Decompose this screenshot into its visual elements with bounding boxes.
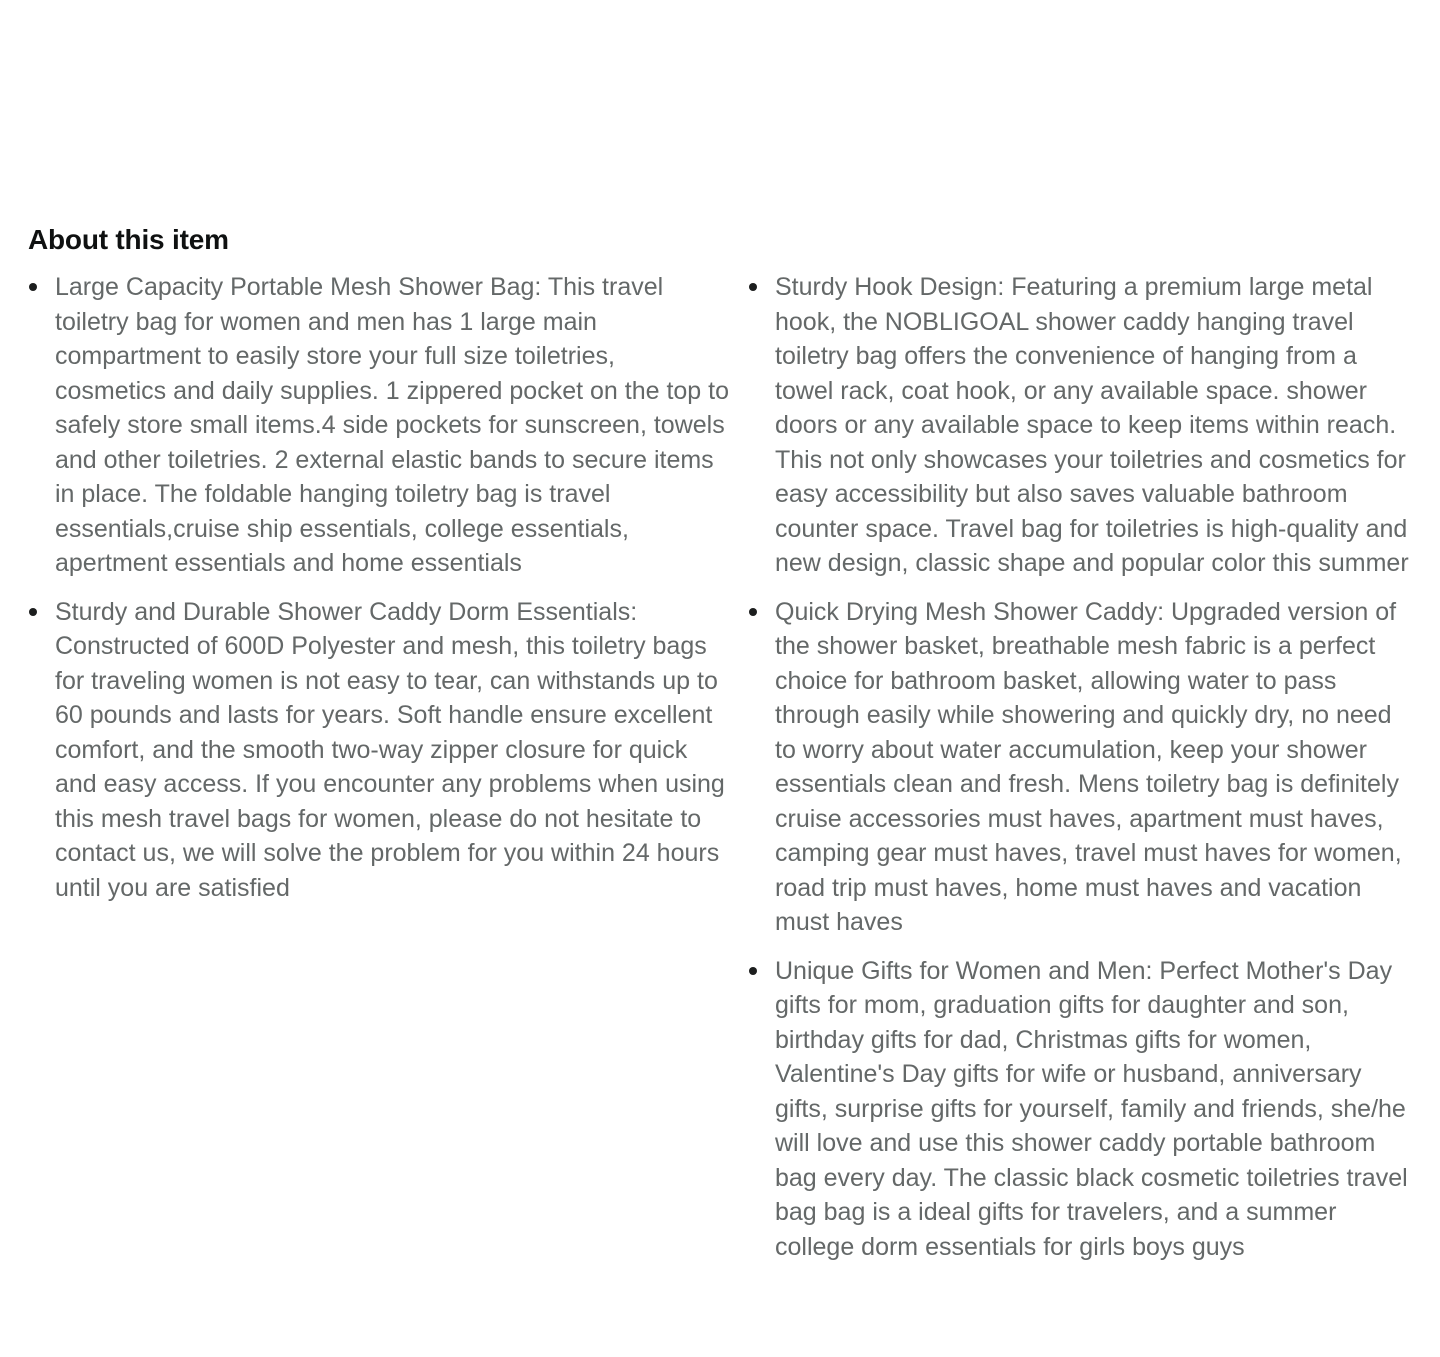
- bullet-column-right: [748, 270, 1412, 1264]
- feature-bullet: [748, 595, 1412, 940]
- bullet-text: Large Capacity Portable Mesh Shower Bag: This travel toiletry bag for women and men has 1 large main compartment to easily store your full size toiletries, cosmetics and daily supplies. 1 zippered pocket on the top to safely store small items.4 side pockets for sunscreen, towels and other toiletries. 2 external elastic bands to secure items in place. The foldable hanging toiletry bag is travel essentials,cruise ship essentials, college essentials, apertment essentials and home essentials: [55, 273, 730, 577]
- feature-bullet: [28, 595, 730, 906]
- feature-bullet: [28, 270, 730, 581]
- bullet-dot-icon: [29, 608, 37, 616]
- bullet-text: Quick Drying Mesh Shower Caddy: Upgraded version of the shower basket, breathable mesh fabric is a perfect choice for bathroom basket, allowing water to pass through easily while showering and quickly dry, no need to worry about water accumulation, keep your shower essentials clean and fresh. Mens toiletry bag is definitely cruise accessories must haves, apartment must haves, camping gear must haves, travel must haves for women, road trip must haves, home must haves and vacation must haves: [775, 597, 1402, 936]
- bullet-dot-icon: [749, 967, 757, 975]
- bullet-columns: [28, 270, 1412, 1264]
- bullet-text: Unique Gifts for Women and Men: Perfect Mother's Day gifts for mom, graduation gifts for daughter and son, birthday gifts for dad, Christmas gifts for women, Valentine's Day gifts for wife or husband, anniversary gifts, surprise gifts for yourself, family and friends, she/he will love and use this shower caddy portable bathroom bag every day. The classic black cosmetic toiletries travel bag bag is a ideal gifts for travelers, and a summer college dorm essentials for girls boys guys: [775, 956, 1408, 1261]
- bullet-dot-icon: [749, 608, 757, 616]
- feature-bullet: [748, 270, 1412, 581]
- bullet-text: Sturdy and Durable Shower Caddy Dorm Essentials: Constructed of 600D Polyester and mesh, this toiletry bags for traveling women is not easy to tear, can withstands up to 60 pounds and lasts for years. Soft handle ensure excellent comfort, and the smooth two-way zipper closure for quick and easy access. If you encounter any problems when using this mesh travel bags for women, please do not hesitate to contact us, we will solve the problem for you within 24 hours until you are satisfied: [55, 597, 725, 902]
- bullet-text: Sturdy Hook Design: Featuring a premium large metal hook, the NOBLIGOAL shower caddy hanging travel toiletry bag offers the convenience of hanging from a towel rack, coat hook, or any available space. shower doors or any available space to keep items within reach. This not only showcases your toiletries and cosmetics for easy accessibility but also saves valuable bathroom counter space. Travel bag for toiletries is high-quality and new design, classic shape and popular color this summer: [775, 273, 1409, 577]
- feature-bullet: [748, 954, 1412, 1265]
- section-title: About this item: [28, 224, 229, 255]
- bullet-dot-icon: [29, 283, 37, 291]
- bullet-column-left: [28, 270, 730, 905]
- bullet-dot-icon: [749, 283, 757, 291]
